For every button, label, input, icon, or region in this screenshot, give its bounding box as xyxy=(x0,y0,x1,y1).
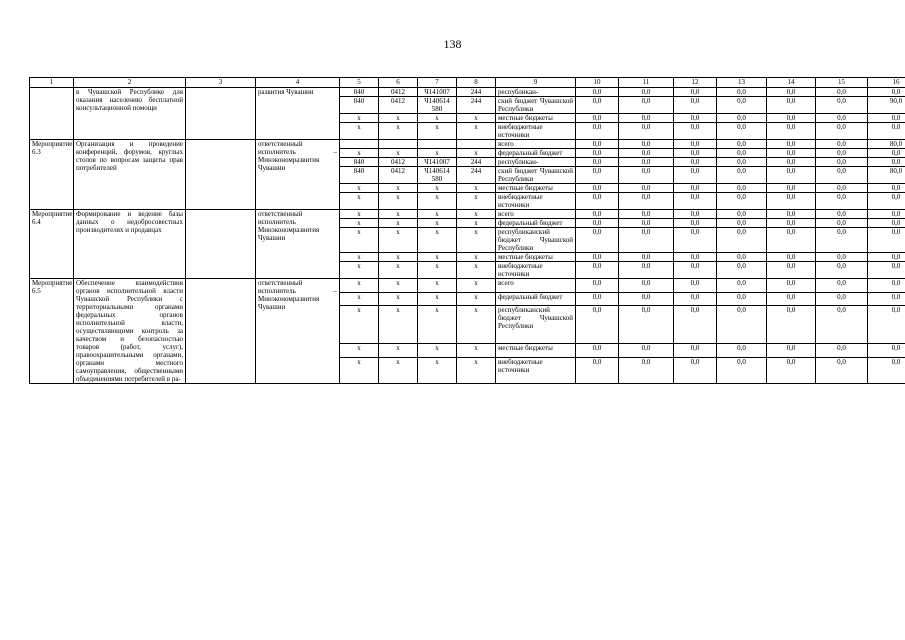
column-number-6: 6 xyxy=(379,78,418,88)
year-amount: 0,0 xyxy=(619,358,674,384)
column-number-13: 13 xyxy=(717,78,767,88)
year-amount: 0,0 xyxy=(868,219,905,228)
expense-type-code: 244 xyxy=(457,97,496,114)
year-amount: 0,0 xyxy=(576,123,619,140)
expense-type-code: x xyxy=(457,114,496,123)
year-amount: 0,0 xyxy=(576,292,619,306)
year-amount: 0,0 xyxy=(816,210,868,219)
target-item-code: Ч140614 580 xyxy=(418,97,457,114)
funding-source: внебюджетные источники xyxy=(496,123,576,140)
year-amount: 0,0 xyxy=(717,210,767,219)
year-amount: 0,0 xyxy=(674,193,717,210)
year-amount: 0,0 xyxy=(576,358,619,384)
funding-source: всего xyxy=(496,140,576,149)
section-code: 0412 xyxy=(379,158,418,167)
responsible-executor: ответственный исполнитель – Минэкономразвития Чувашии xyxy=(256,279,340,384)
year-amount: 0,0 xyxy=(816,158,868,167)
target-item-code: x xyxy=(418,344,457,358)
section-code: x xyxy=(379,149,418,158)
funding-source: республиканский бюджет Чувашской Республики xyxy=(496,228,576,253)
year-amount: 0,0 xyxy=(576,114,619,123)
target-item-code: x xyxy=(418,292,457,306)
section-code: x xyxy=(379,210,418,219)
year-amount: 0,0 xyxy=(576,262,619,279)
year-amount: 0,0 xyxy=(868,193,905,210)
year-amount: 0,0 xyxy=(619,253,674,262)
grbs-code xyxy=(340,140,379,149)
year-amount: 0,0 xyxy=(868,344,905,358)
year-amount: 0,0 xyxy=(619,193,674,210)
col3-empty-cell xyxy=(186,88,256,140)
year-amount: 0,0 xyxy=(619,306,674,344)
year-amount: 0,0 xyxy=(619,88,674,97)
year-amount: 0,0 xyxy=(674,228,717,253)
column-number-row xyxy=(30,78,905,88)
year-amount: 0,0 xyxy=(717,344,767,358)
funding-source: ский бюджет Чувашской Республики xyxy=(496,167,576,184)
year-amount: 0,0 xyxy=(717,253,767,262)
expense-type-code: x xyxy=(457,279,496,293)
grbs-code: 840 xyxy=(340,158,379,167)
year-amount: 0,0 xyxy=(619,123,674,140)
funding-source: внебюджетные источники xyxy=(496,262,576,279)
section-code: x xyxy=(379,306,418,344)
year-amount: 0,0 xyxy=(868,184,905,193)
year-amount: 90,0 xyxy=(868,97,905,114)
grbs-code: x xyxy=(340,210,379,219)
column-number-16: 16 xyxy=(868,78,905,88)
section-code: x xyxy=(379,262,418,279)
year-amount: 0,0 xyxy=(674,253,717,262)
year-amount: 0,0 xyxy=(816,228,868,253)
year-amount: 80,0 xyxy=(868,167,905,184)
responsible-executor: ответственный исполнитель Минэкономразвития Чувашии xyxy=(256,210,340,279)
grbs-code: 840 xyxy=(340,88,379,97)
expense-type-code: x xyxy=(457,228,496,253)
year-amount: 0,0 xyxy=(619,167,674,184)
grbs-code: x xyxy=(340,219,379,228)
year-amount: 0,0 xyxy=(767,158,816,167)
funding-source: республикан- xyxy=(496,88,576,97)
section-code: x xyxy=(379,184,418,193)
year-amount: 0,0 xyxy=(674,358,717,384)
year-amount: 0,0 xyxy=(576,344,619,358)
year-amount: 0,0 xyxy=(816,358,868,384)
year-amount: 0,0 xyxy=(816,97,868,114)
year-amount: 0,0 xyxy=(816,262,868,279)
year-amount: 0,0 xyxy=(868,253,905,262)
expense-type-code: x xyxy=(457,262,496,279)
year-amount: 0,0 xyxy=(576,88,619,97)
year-amount: 0,0 xyxy=(767,262,816,279)
year-amount: 0,0 xyxy=(767,219,816,228)
year-amount: 0,0 xyxy=(868,358,905,384)
measure-number xyxy=(30,88,74,140)
year-amount: 0,0 xyxy=(619,210,674,219)
grbs-code: x xyxy=(340,149,379,158)
year-amount: 0,0 xyxy=(576,149,619,158)
column-number-10: 10 xyxy=(576,78,619,88)
column-number-2: 2 xyxy=(74,78,186,88)
year-amount: 0,0 xyxy=(767,344,816,358)
grbs-code: x xyxy=(340,253,379,262)
measure-number: Мероприятие 6.4 xyxy=(30,210,74,279)
year-amount: 0,0 xyxy=(674,149,717,158)
year-amount: 0,0 xyxy=(717,193,767,210)
table-row xyxy=(30,140,905,149)
year-amount: 0,0 xyxy=(767,279,816,293)
year-amount: 0,0 xyxy=(674,306,717,344)
target-item-code: x xyxy=(418,219,457,228)
year-amount: 0,0 xyxy=(576,306,619,344)
year-amount: 0,0 xyxy=(717,279,767,293)
funding-source: внебюджетные источники xyxy=(496,193,576,210)
target-item-code: x xyxy=(418,358,457,384)
target-item-code: x xyxy=(418,114,457,123)
table-row xyxy=(30,279,905,293)
year-amount: 0,0 xyxy=(619,158,674,167)
column-number-15: 15 xyxy=(816,78,868,88)
year-amount: 0,0 xyxy=(674,140,717,149)
funding-source: местные бюджеты xyxy=(496,344,576,358)
year-amount: 0,0 xyxy=(816,88,868,97)
col3-empty-cell xyxy=(186,210,256,279)
year-amount: 0,0 xyxy=(619,149,674,158)
year-amount: 0,0 xyxy=(576,228,619,253)
year-amount: 0,0 xyxy=(619,344,674,358)
table-body xyxy=(30,78,905,384)
section-code: x xyxy=(379,344,418,358)
year-amount: 0,0 xyxy=(576,210,619,219)
year-amount: 0,0 xyxy=(868,228,905,253)
expense-type-code: 244 xyxy=(457,158,496,167)
year-amount: 0,0 xyxy=(816,253,868,262)
year-amount: 0,0 xyxy=(816,279,868,293)
grbs-code: x xyxy=(340,193,379,210)
year-amount: 0,0 xyxy=(576,193,619,210)
expense-type-code: x xyxy=(457,210,496,219)
measure-description: Обеспечение взаимодействия органов исполнительной власти Чувашской Республики с территориальными органами федеральных органов исполнительной власти, осуществляющими контроль за качеством и безопасностью товаров (работ, услуг), правоохранительными органами, органами местного самоуправления, общественными объединениями потребителей в ра- xyxy=(74,279,186,384)
column-number-11: 11 xyxy=(619,78,674,88)
year-amount: 0,0 xyxy=(619,114,674,123)
year-amount: 0,0 xyxy=(767,88,816,97)
expense-type-code: x xyxy=(457,149,496,158)
section-code xyxy=(379,140,418,149)
year-amount: 0,0 xyxy=(674,97,717,114)
section-code: x xyxy=(379,253,418,262)
year-amount: 0,0 xyxy=(717,306,767,344)
year-amount: 0,0 xyxy=(717,88,767,97)
target-item-code: x xyxy=(418,149,457,158)
measure-description: в Чувашской Республике для оказания населению бесплатной консультационной помощи xyxy=(74,88,186,140)
year-amount: 0,0 xyxy=(619,184,674,193)
col3-empty-cell xyxy=(186,140,256,210)
year-amount: 0,0 xyxy=(576,97,619,114)
expense-type-code: x xyxy=(457,292,496,306)
measure-number: Мероприятие 6.5 xyxy=(30,279,74,384)
expense-type-code: x xyxy=(457,123,496,140)
grbs-code: 840 xyxy=(340,167,379,184)
section-code: x xyxy=(379,123,418,140)
grbs-code: x xyxy=(340,123,379,140)
year-amount: 0,0 xyxy=(767,149,816,158)
grbs-code: x xyxy=(340,114,379,123)
expense-type-code: x xyxy=(457,184,496,193)
year-amount: 0,0 xyxy=(717,262,767,279)
expense-type-code: x xyxy=(457,306,496,344)
column-number-12: 12 xyxy=(674,78,717,88)
page-number: 138 xyxy=(443,37,462,51)
year-amount: 0,0 xyxy=(816,193,868,210)
year-amount: 0,0 xyxy=(816,123,868,140)
grbs-code: x xyxy=(340,358,379,384)
year-amount: 0,0 xyxy=(576,158,619,167)
program-funding-table xyxy=(29,77,905,384)
year-amount: 0,0 xyxy=(868,158,905,167)
year-amount: 0,0 xyxy=(816,184,868,193)
year-amount: 0,0 xyxy=(576,184,619,193)
year-amount: 0,0 xyxy=(674,88,717,97)
table-row xyxy=(30,210,905,219)
target-item-code: x xyxy=(418,253,457,262)
year-amount: 0,0 xyxy=(674,210,717,219)
grbs-code: x xyxy=(340,262,379,279)
expense-type-code: x xyxy=(457,219,496,228)
year-amount: 0,0 xyxy=(816,292,868,306)
expense-type-code: x xyxy=(457,344,496,358)
year-amount: 0,0 xyxy=(619,228,674,253)
year-amount: 0,0 xyxy=(717,97,767,114)
year-amount: 0,0 xyxy=(576,279,619,293)
target-item-code: x xyxy=(418,210,457,219)
expense-type-code: x xyxy=(457,253,496,262)
section-code: x xyxy=(379,219,418,228)
year-amount: 0,0 xyxy=(619,219,674,228)
target-item-code: x xyxy=(418,123,457,140)
year-amount: 0,0 xyxy=(816,149,868,158)
table-row xyxy=(30,88,905,97)
measure-number: Мероприятие 6.3 xyxy=(30,140,74,210)
year-amount: 0,0 xyxy=(674,292,717,306)
section-code: x xyxy=(379,114,418,123)
target-item-code: Ч141007 xyxy=(418,88,457,97)
grbs-code: x xyxy=(340,344,379,358)
year-amount: 0,0 xyxy=(717,184,767,193)
year-amount: 0,0 xyxy=(619,279,674,293)
year-amount: 0,0 xyxy=(619,97,674,114)
year-amount: 0,0 xyxy=(868,114,905,123)
year-amount: 0,0 xyxy=(767,114,816,123)
funding-source: местные бюджеты xyxy=(496,253,576,262)
target-item-code: x xyxy=(418,193,457,210)
target-item-code: x xyxy=(418,228,457,253)
year-amount: 0,0 xyxy=(767,123,816,140)
funding-source: внебюджетные источники xyxy=(496,358,576,384)
target-item-code: x xyxy=(418,306,457,344)
funding-source: федеральный бюджет xyxy=(496,219,576,228)
year-amount: 0,0 xyxy=(576,140,619,149)
year-amount: 0,0 xyxy=(816,219,868,228)
year-amount: 0,0 xyxy=(816,344,868,358)
expense-type-code: x xyxy=(457,358,496,384)
year-amount: 0,0 xyxy=(717,358,767,384)
target-item-code: Ч140614 580 xyxy=(418,167,457,184)
year-amount: 0,0 xyxy=(619,262,674,279)
expense-type-code xyxy=(457,140,496,149)
year-amount: 0,0 xyxy=(674,167,717,184)
year-amount: 0,0 xyxy=(767,97,816,114)
year-amount: 0,0 xyxy=(767,193,816,210)
funding-source: республиканский бюджет Чувашской Республики xyxy=(496,306,576,344)
year-amount: 0,0 xyxy=(868,306,905,344)
year-amount: 0,0 xyxy=(576,253,619,262)
column-number-9: 9 xyxy=(496,78,576,88)
col3-empty-cell xyxy=(186,279,256,384)
year-amount: 0,0 xyxy=(717,140,767,149)
column-number-7: 7 xyxy=(418,78,457,88)
year-amount: 0,0 xyxy=(576,167,619,184)
column-number-1: 1 xyxy=(30,78,74,88)
funding-source: республикан- xyxy=(496,158,576,167)
column-number-14: 14 xyxy=(767,78,816,88)
funding-source: всего xyxy=(496,210,576,219)
year-amount: 0,0 xyxy=(717,149,767,158)
year-amount: 0,0 xyxy=(767,228,816,253)
year-amount: 0,0 xyxy=(619,140,674,149)
year-amount: 0,0 xyxy=(767,358,816,384)
responsible-executor: развития Чувашии xyxy=(256,88,340,140)
year-amount: 0,0 xyxy=(717,158,767,167)
year-amount: 0,0 xyxy=(816,167,868,184)
section-code: x xyxy=(379,279,418,293)
funding-source: ский бюджет Чувашской Республики xyxy=(496,97,576,114)
grbs-code: x xyxy=(340,228,379,253)
year-amount: 0,0 xyxy=(717,219,767,228)
year-amount: 0,0 xyxy=(767,167,816,184)
grbs-code: x xyxy=(340,292,379,306)
funding-source: местные бюджеты xyxy=(496,184,576,193)
grbs-code: 840 xyxy=(340,97,379,114)
grbs-code: x xyxy=(340,306,379,344)
section-code: 0412 xyxy=(379,167,418,184)
year-amount: 0,0 xyxy=(576,219,619,228)
year-amount: 0,0 xyxy=(868,88,905,97)
year-amount: 0,0 xyxy=(717,292,767,306)
year-amount: 0,0 xyxy=(674,158,717,167)
expense-type-code: 244 xyxy=(457,88,496,97)
target-item-code: x xyxy=(418,184,457,193)
year-amount: 0,0 xyxy=(717,167,767,184)
year-amount: 0,0 xyxy=(816,140,868,149)
grbs-code: x xyxy=(340,184,379,193)
column-number-5: 5 xyxy=(340,78,379,88)
measure-description: Формирование и ведение базы данных о недобросовестных производителях и продавцах xyxy=(74,210,186,279)
year-amount: 0,0 xyxy=(674,184,717,193)
year-amount: 0,0 xyxy=(674,219,717,228)
target-item-code: x xyxy=(418,279,457,293)
target-item-code xyxy=(418,140,457,149)
column-number-4: 4 xyxy=(256,78,340,88)
column-number-8: 8 xyxy=(457,78,496,88)
column-number-3: 3 xyxy=(186,78,256,88)
section-code: x xyxy=(379,228,418,253)
year-amount: 0,0 xyxy=(674,344,717,358)
year-amount: 0,0 xyxy=(674,279,717,293)
responsible-executor: ответственный исполнитель – Минэкономразвития Чувашии xyxy=(256,140,340,210)
funding-source: федеральный бюджет xyxy=(496,149,576,158)
funding-source: местные бюджеты xyxy=(496,114,576,123)
section-code: x xyxy=(379,193,418,210)
year-amount: 0,0 xyxy=(868,279,905,293)
section-code: x xyxy=(379,292,418,306)
year-amount: 0,0 xyxy=(868,262,905,279)
year-amount: 0,0 xyxy=(767,292,816,306)
section-code: 0412 xyxy=(379,88,418,97)
year-amount: 0,0 xyxy=(619,292,674,306)
year-amount: 0,0 xyxy=(868,210,905,219)
grbs-code: x xyxy=(340,279,379,293)
funding-source: всего xyxy=(496,279,576,293)
year-amount: 0,0 xyxy=(717,228,767,253)
year-amount: 0,0 xyxy=(767,140,816,149)
year-amount: 0,0 xyxy=(767,184,816,193)
section-code: 0412 xyxy=(379,97,418,114)
year-amount: 0,0 xyxy=(674,262,717,279)
year-amount: 0,0 xyxy=(717,114,767,123)
year-amount: 0,0 xyxy=(868,123,905,140)
year-amount: 0,0 xyxy=(868,292,905,306)
funding-source: федеральный бюджет xyxy=(496,292,576,306)
year-amount: 0,0 xyxy=(767,253,816,262)
year-amount: 0,0 xyxy=(816,306,868,344)
year-amount: 0,0 xyxy=(767,210,816,219)
year-amount: 80,0 xyxy=(868,140,905,149)
year-amount: 0,0 xyxy=(674,123,717,140)
target-item-code: Ч141007 xyxy=(418,158,457,167)
year-amount: 0,0 xyxy=(717,123,767,140)
year-amount: 0,0 xyxy=(868,149,905,158)
year-amount: 0,0 xyxy=(674,114,717,123)
expense-type-code: x xyxy=(457,193,496,210)
year-amount: 0,0 xyxy=(767,306,816,344)
target-item-code: x xyxy=(418,262,457,279)
measure-description: Организация и проведение конференций, форумов, круглых столов по вопросам защиты прав потребителей xyxy=(74,140,186,210)
year-amount: 0,0 xyxy=(816,114,868,123)
section-code: x xyxy=(379,358,418,384)
expense-type-code: 244 xyxy=(457,167,496,184)
